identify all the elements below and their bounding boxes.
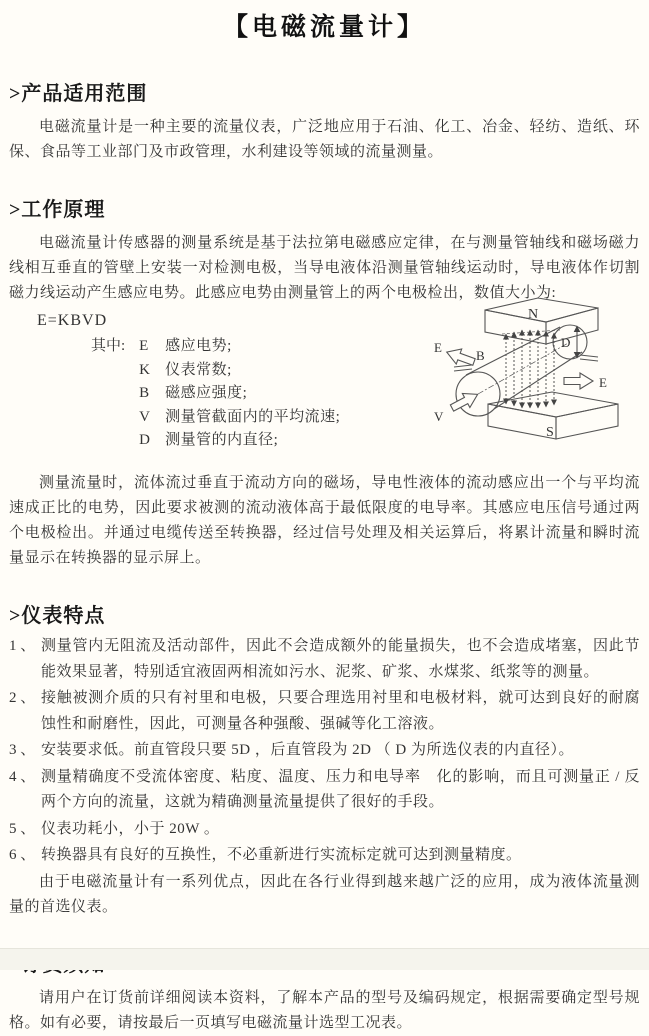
variable-desc: 测量管截面内的平均流速; — [165, 408, 341, 425]
label-diameter: D — [561, 335, 571, 350]
item-number: 4 、 — [9, 768, 36, 785]
section-heading-scope: >产品适用范围 — [9, 83, 148, 105]
list-item — [9, 634, 640, 685]
principle-paragraph-2: 测量流量时，流体流过垂直于流动方向的磁场，导电性液体的流动感应出一个与平均流速成正比的电势，因此要求被测的流动液体高于最低限度的电导率。其感应电压信号通过两个电极检出。并通过电缆传送至转换器，经过信号处理及相关运算后，将累计流量和瞬时流量显示在转换器的显示屏上。 — [9, 475, 640, 566]
label-south: S — [546, 425, 554, 440]
variable-row — [139, 382, 340, 406]
item-number: 3 、 — [9, 742, 36, 758]
page-title: 【电磁流量计】 — [222, 14, 426, 41]
electrode-left — [454, 365, 472, 371]
scope-paragraph: 电磁流量计是一种主要的流量仪表，广泛地应用于石油、化工、冶金、轻纺、造纸、环保、食品等工业部门及市政管理，水利建设等领域的流量测量。 — [9, 119, 640, 160]
label-velocity: V — [434, 409, 444, 424]
item-text: 测量精确度不受流体密度、粘度、温度、压力和电导率 化的影响，而且可测量正 / 反两个方向的流量，这就为精确测量流量提供了很好的手段。 — [41, 768, 640, 810]
where-label: 其中: — [91, 338, 126, 354]
variable-row — [139, 429, 340, 453]
variable-symbol: K — [139, 361, 151, 378]
list-item — [9, 686, 640, 737]
section-heading-principle: >工作原理 — [9, 199, 106, 221]
variable-list — [139, 335, 340, 453]
label-north: N — [528, 307, 539, 322]
variable-desc: 磁感应强度; — [165, 385, 248, 401]
item-number: 1 、 — [9, 638, 36, 654]
principle-detail-block — [9, 307, 640, 462]
item-number: 2 、 — [9, 690, 36, 706]
variable-symbol: E — [139, 338, 149, 354]
label-field-b: B — [476, 348, 485, 363]
item-number: 5 、 — [9, 820, 36, 837]
variable-row — [139, 359, 340, 383]
variable-symbol: V — [139, 408, 151, 425]
variable-symbol: D — [139, 432, 151, 448]
item-text: 测量管内无阻流及活动部件，因此不会造成额外的能量损失，也不会造成堵塞，因此节能效果显著，特别适宜液固两相流如污水、泥浆、矿浆、水煤浆、纸浆等的测量。 — [41, 638, 640, 680]
item-text: 仪表功耗小，小于 20W 。 — [41, 820, 220, 837]
variable-desc: 测量管的内直径; — [165, 432, 279, 448]
item-text: 接触被测介质的只有衬里和电极，只要合理选用衬里和电极材料，就可达到良好的耐腐蚀性和耐磨性，因此，可测量各种强酸、强碱等化工溶液。 — [41, 690, 640, 732]
list-item — [9, 738, 640, 764]
features-list — [9, 634, 640, 869]
variable-row — [139, 406, 340, 430]
electrode-right — [580, 355, 598, 361]
item-text: 转换器具有良好的互换性，不必重新进行实流标定就可达到测量精度。 — [41, 847, 522, 863]
flowmeter-principle-diagram — [430, 294, 638, 446]
features-closing-paragraph: 由于电磁流量计有一系列优点，因此在各行业得到越来越广泛的应用，成为液体流量测量的首选仪表。 — [9, 873, 640, 915]
magnet-north-box — [485, 298, 598, 344]
list-item — [9, 765, 640, 816]
list-item — [9, 817, 640, 843]
variable-desc: 感应电势; — [165, 338, 232, 354]
label-emf-left: E — [434, 340, 442, 355]
principle-paragraph: 电磁流量计传感器的测量系统是基于法拉第电磁感应定律，在与测量管轴线和磁场磁力线相互垂直的管壁上安装一对检测电极，当导电液体沿测量管轴线运动时，导电液体作切割磁力线运动产生感应电势。此感应电势由测量管上的两个电极检出，数值大小为: — [9, 235, 640, 301]
list-item — [9, 843, 640, 869]
page-footer-strip — [0, 948, 649, 970]
label-emf-right: E — [599, 375, 607, 390]
formula: E=KBVD — [37, 312, 108, 329]
ordering-paragraph: 请用户在订货前详细阅读本资料，了解本产品的型号及编码规定，根据需要确定型号规格。如有必要，请按最后一页填写电磁流量计选型工况表。 — [9, 989, 640, 1031]
variable-symbol: B — [139, 385, 150, 401]
item-number: 6 、 — [9, 847, 36, 863]
variable-row — [139, 335, 340, 359]
variable-desc: 仪表常数; — [165, 361, 232, 378]
item-text: 安装要求低。前直管段只要 5D ，后直管段为 2D （ D 为所选仪表的内直径）。 — [41, 742, 575, 758]
emf-arrow-right — [564, 373, 593, 389]
velocity-arrow — [448, 387, 481, 415]
section-heading-features: >仪表特点 — [9, 605, 106, 627]
